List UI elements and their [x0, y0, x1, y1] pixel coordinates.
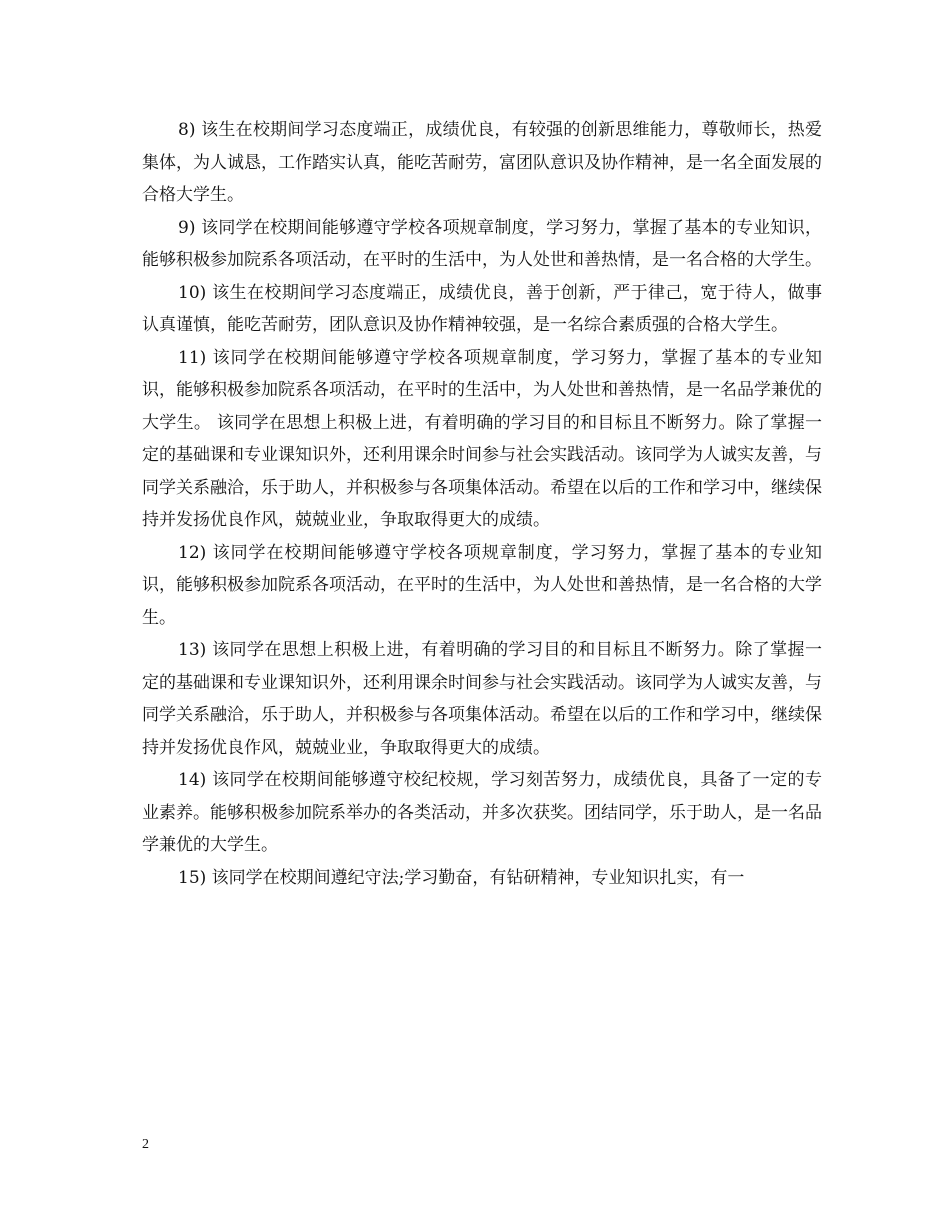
comment-paragraph-10: 10) 该生在校期间学习态度端正，成绩优良，善于创新，严于律己，宽于待人，做事认真谨慎，能吃苦耐劳，团队意识及协作精神较强，是一名综合素质强的合格大学生。: [142, 282, 822, 335]
document-body: [142, 114, 822, 894]
comment-paragraph-13: 13) 该同学在思想上积极上进，有着明确的学习目的和目标且不断努力。除了掌握一定的基础课和专业课知识外，还利用课余时间参与社会实践活动。该同学为人诚实友善，与同学关系融洽，乐于助人，并积极参与各项集体活动。希望在以后的工作和学习中，继续保持并发扬优良作风，兢兢业业，争取取得更大的成绩。: [142, 640, 822, 758]
page-number: 2: [142, 1137, 149, 1152]
comment-paragraph-11: 11) 该同学在校期间能够遵守学校各项规章制度，学习努力，掌握了基本的专业知识，能够积极参加院系各项活动，在平时的生活中，为人处世和善热情，是一名品学兼优的大学生。 该同学在思想上积极上进，有着明确的学习目的和目标且不断努力。除了掌握一定的基础课和专业课知识外，还利用课余时间参与社会实践活动。该同学为人诚实友善，与同学关系融洽，乐于助人，并积极参与各项集体活动。希望在以后的工作和学习中，继续保持并发扬优良作风，兢兢业业，争取取得更大的成绩。: [142, 347, 822, 530]
comment-paragraph-8: 8) 该生在校期间学习态度端正，成绩优良，有较强的创新思维能力，尊敬师长，热爱集体，为人诚恳，工作踏实认真，能吃苦耐劳，富团队意识及协作精神，是一名全面发展的合格大学生。: [142, 120, 822, 205]
comment-paragraph-15: 15) 该同学在校期间遵纪守法;学习勤奋，有钻研精神，专业知识扎实，有一: [178, 867, 745, 888]
comment-paragraph-14: 14) 该同学在校期间能够遵守校纪校规，学习刻苦努力，成绩优良，具备了一定的专业素养。能够积极参加院系举办的各类活动，并多次获奖。团结同学，乐于助人，是一名品学兼优的大学生。: [142, 770, 822, 855]
comment-paragraph-12: 12) 该同学在校期间能够遵守学校各项规章制度，学习努力，掌握了基本的专业知识，能够积极参加院系各项活动，在平时的生活中，为人处世和善热情，是一名合格的大学生。: [142, 542, 822, 628]
comment-paragraph-9: 9) 该同学在校期间能够遵守学校各项规章制度，学习努力，掌握了基本的专业知识，能够积极参加院系各项活动，在平时的生活中，为人处世和善热情，是一名合格的大学生。: [142, 217, 822, 270]
